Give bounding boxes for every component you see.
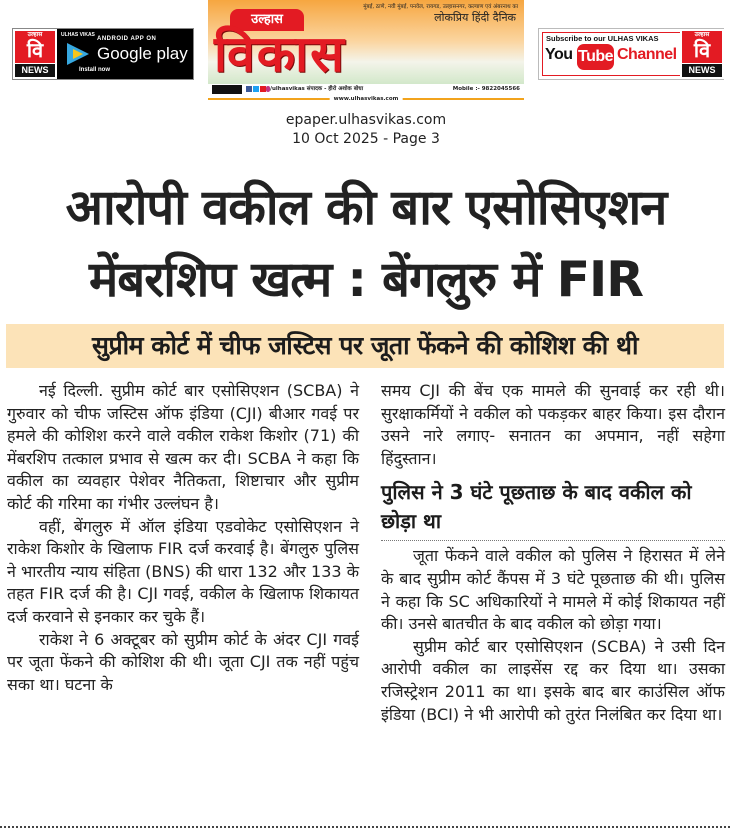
subheadline: सुप्रीम कोर्ट में चीफ जस्टिस पर जूता फेंकने की कोशिश की थी — [92, 331, 638, 360]
logo-letter: वि — [693, 38, 711, 62]
google-play-icon-inner — [73, 49, 83, 59]
paragraph: नई दिल्ली. सुप्रीम कोर्ट बार एसोसिएशन (SCBA) ने गुरुवार को चीफ जस्टिस ऑफ इंडिया (CJI) बीआर गवई पर हमले की कोशिश करने वाले वकील राकेश किशोर (71) की मेंबरशिप तत्काल प्रभाव से खत्म कर दी। SCBA ने कहा कि वकील का व्यवहार पेशेवर नैतिकता, शिष्टाचार और सुप्रीम कोर्ट की गरिमा का गंभीर उल्लंघन है। — [7, 381, 359, 513]
logo-top-text: उल्हास — [694, 31, 710, 38]
logo-top-text: उल्हास — [27, 31, 43, 38]
channel-text: Channel — [617, 46, 677, 63]
ulhas-vikas-news-logo — [13, 29, 57, 79]
subhead: पुलिस ने 3 घंटे पूछताछ के बाद वकील को छोड़ा था — [381, 478, 725, 541]
paragraph: वहीं, बेंगलुरु में ऑल इंडिया एडवोकेट एसोसिएशन ने राकेश किशोर के खिलाफ FIR दर्ज करवाई है। बेंगलुरु पुलिस ने भारतीय न्याय संहिता (BNS) की धारा 132 और 133 के तहत FIR दर्ज की है। CJI गवई, वकील के खिलाफ शिकायत दर्ज करवाने से इनकार कर चुके हैं। — [7, 516, 359, 626]
masthead-name: विकास — [214, 25, 346, 83]
paragraph: जूता फेंकने वाले वकील को पुलिस ने हिरासत में लेने के बाद सुप्रीम कोर्ट कैंपस में 3 घंटे पूछताछ की थी। पुलिस ने कहा कि SC अधिकारियों ने मामले में कोई शिकायत नहीं की। उनसे बातचीत के बाद वकील को छोड़ा गया। — [381, 546, 725, 634]
logo-news-text: NEWS — [15, 64, 55, 77]
install-now-text: Install now — [79, 67, 111, 73]
social-handle: /ulhasvikas संपादक - हीरो अशोक बोधा — [270, 86, 364, 92]
masthead-info-strip — [208, 84, 524, 95]
youtube-channel-badge[interactable] — [538, 28, 724, 80]
paragraph: राकेश ने 6 अक्टूबर को सुप्रीम कोर्ट के अंदर CJI गवई पर जूता फेंकने की कोशिश की थी। जूता CJI तक नहीं पहुंच सका था। घटना के — [7, 629, 359, 694]
logo-news-text: NEWS — [682, 64, 722, 77]
article-column-1 — [7, 380, 359, 696]
column-divider — [372, 826, 730, 828]
twitter-icon[interactable] — [253, 86, 259, 92]
masthead-tagline-small: मुंबई, ठाणे, नवी मुंबई, पनवेल, रायगड, उल्हासनगर, कल्याण एवं अंबरनाथ का — [363, 4, 518, 10]
edition-date-page: 10 Oct 2025 - Page 3 — [292, 131, 440, 147]
headline-line-1: आरोपी वकील की बार एसोसिएशन — [65, 179, 667, 236]
mobile-number: Mobile :- 9822045566 — [452, 86, 520, 92]
android-app-text: ANDROID APP ON — [97, 36, 157, 42]
masthead-tagline: लोकप्रिय हिंदी दैनिक — [434, 11, 516, 24]
website-link[interactable]: www.ulhasvikas.com — [330, 95, 403, 103]
youtube-logo-icon: Tube — [577, 44, 614, 70]
column-divider — [0, 826, 370, 828]
ulhas-vikas-news-logo-right — [680, 29, 724, 79]
headline-line-2: मेंबरशिप खत्म : बेंगलुरु में FIR — [88, 251, 644, 308]
brand-text: ULHAS VIKAS — [61, 32, 95, 38]
subscribe-text: Subscribe to our ULHAS VIKAS — [546, 34, 659, 43]
logo-letter: वि — [26, 38, 44, 62]
google-play-mini-icon[interactable] — [212, 85, 242, 94]
masthead-name-small: उल्हास — [230, 9, 304, 31]
paragraph: सुप्रीम कोर्ट बार एसोसिएशन (SCBA) ने उसी दिन आरोपी वकील का लाइसेंस रद्द कर दिया था। उसका रजिस्ट्रेशन 2011 का था। इसके बाद बार काउंसिल ऑफ इंडिया (BCI) ने भी आरोपी को तुरंत निलंबित कर दिया था। — [381, 636, 725, 724]
facebook-icon[interactable] — [246, 86, 252, 92]
masthead — [208, 0, 524, 103]
google-play-badge[interactable] — [12, 28, 194, 80]
google-play-text: Google play — [97, 44, 188, 63]
epaper-site[interactable]: epaper.ulhasvikas.com — [285, 112, 447, 128]
article-column-2 — [381, 380, 725, 726]
youtube-you-text: You — [545, 46, 573, 63]
paragraph: समय CJI की बेंच एक मामले की सुनवाई कर रही थी। सुरक्षाकर्मियों ने वकील को पकड़कर बाहर किया। इस दौरान उसने नारे लगाए- सनातन का अपमान, नहीं सहेगा हिंदुस्तान। — [381, 381, 725, 468]
subheadline-bar — [6, 324, 724, 368]
